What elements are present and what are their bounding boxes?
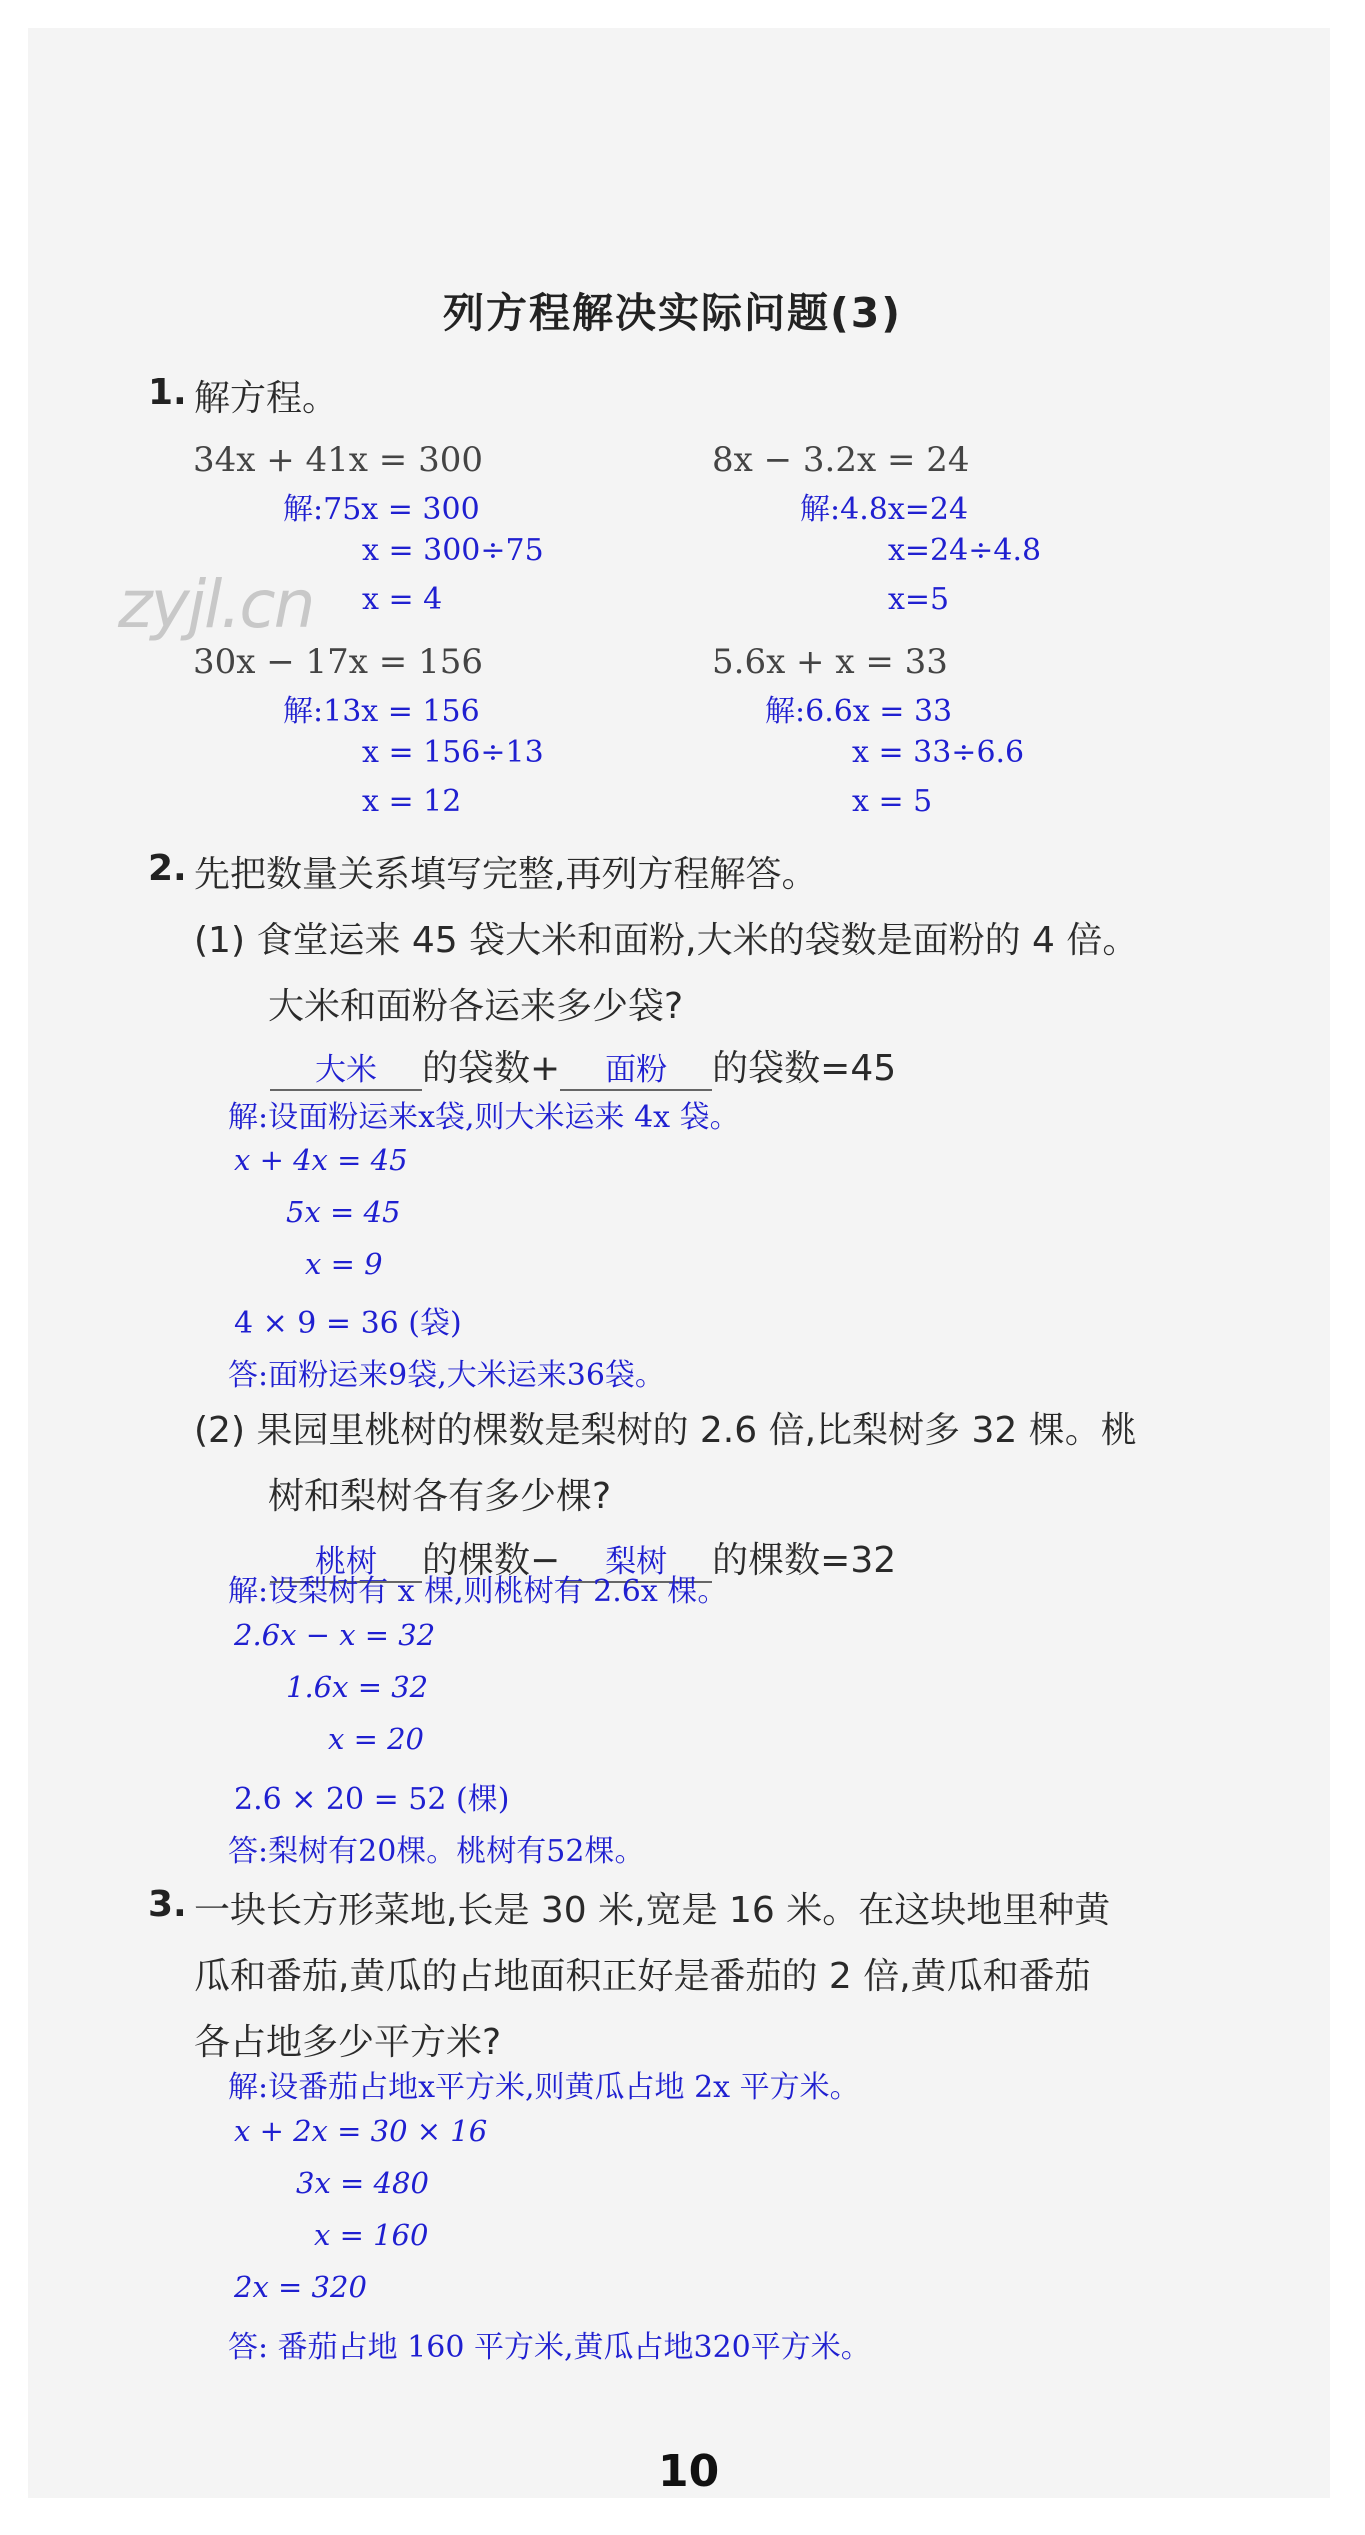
q1-step: x = 33÷6.6 (852, 735, 1025, 770)
q1-step: 解:4.8x=24 (800, 492, 969, 527)
q2-sub2-solution: 1.6x = 32 (286, 1670, 429, 1704)
q1-step: x=24÷4.8 (888, 533, 1042, 568)
q1-step: 解:6.6x = 33 (765, 694, 953, 729)
q1-number: 1. (148, 372, 187, 413)
q2-sub1-solution: 5x = 45 (286, 1195, 401, 1229)
q3-line: 各占地多少平方米? (194, 2022, 502, 2063)
page-title: 列方程解决实际问题(3) (443, 289, 903, 337)
q2-sub2-relation-text-1: 的棵数− (422, 1540, 561, 1581)
q1-equation-1: 34x + 41x = 300 (193, 440, 483, 480)
q1-step: x=5 (888, 582, 950, 617)
q2-sub2-relation-text-2: 的棵数=32 (712, 1540, 897, 1581)
q1-step: x = 300÷75 (362, 533, 544, 568)
q2-sub2-solution: x = 20 (328, 1722, 424, 1756)
q2-sub1-relation-text-1: 的袋数+ (422, 1048, 561, 1089)
q2-sub1-solution: 4 × 9 = 36 (袋) (234, 1306, 462, 1341)
q2-sub1-relation (270, 1040, 896, 1091)
q1-text: 解方程。 (194, 378, 339, 419)
q2-number: 2. (148, 848, 187, 889)
q2-sub1-solution: x + 4x = 45 (234, 1143, 408, 1177)
q1-step: x = 5 (852, 784, 933, 819)
watermark: zyjl.cn (118, 566, 314, 643)
q2-text: 先把数量关系填写完整,再列方程解答。 (194, 854, 818, 895)
q2-sub1-line2: 大米和面粉各运来多少袋? (268, 986, 684, 1027)
q3-solution: x = 160 (314, 2218, 429, 2252)
q2-sub2-solution: 2.6 × 20 = 52 (棵) (234, 1782, 510, 1817)
q2-sub2-solution: 2.6x − x = 32 (234, 1618, 436, 1652)
q2-sub2-line1: (2) 果园里桃树的棵数是梨树的 2.6 倍,比梨树多 32 棵。桃 (194, 1410, 1137, 1451)
q2-sub1-blank-2: 面粉 (560, 1044, 712, 1091)
q3-line: 瓜和番茄,黄瓜的占地面积正好是番茄的 2 倍,黄瓜和番茄 (194, 1956, 1091, 1997)
q2-sub1-line1: (1) 食堂运来 45 袋大米和面粉,大米的袋数是面粉的 4 倍。 (194, 920, 1139, 961)
q2-sub1-blank-1: 大米 (270, 1044, 422, 1091)
q1-step: x = 156÷13 (362, 735, 544, 770)
q1-step: x = 4 (362, 582, 443, 617)
q2-sub2-solution: 解:设梨树有 x 棵,则桃树有 2.6x 棵。 (228, 1574, 728, 1609)
q1-step: x = 12 (362, 784, 462, 819)
q3-solution: 答: 番茄占地 160 平方米,黄瓜占地320平方米。 (228, 2330, 871, 2365)
q2-sub1-solution: 答:面粉运来9袋,大米运来36袋。 (228, 1358, 665, 1393)
page-number: 10 (658, 2446, 720, 2497)
q3-solution: 解:设番茄占地x平方米,则黄瓜占地 2x 平方米。 (228, 2070, 860, 2105)
q3-solution: 3x = 480 (296, 2166, 429, 2200)
q2-sub2-blank-1: 桃树 (270, 1536, 422, 1583)
q2-sub2-blank-2: 梨树 (560, 1536, 712, 1583)
q3-line: 一块长方形菜地,长是 30 米,宽是 16 米。在这块地里种黄 (194, 1890, 1111, 1931)
q3-solution: x + 2x = 30 × 16 (234, 2114, 488, 2148)
q3-number: 3. (148, 1884, 187, 1925)
q2-sub1-solution: x = 9 (305, 1247, 383, 1281)
q2-sub2-line2: 树和梨树各有多少棵? (268, 1476, 612, 1517)
q3-solution: 2x = 320 (234, 2270, 367, 2304)
q1-equation-4: 5.6x + x = 33 (712, 642, 948, 682)
q1-equation-3: 30x − 17x = 156 (193, 642, 483, 682)
q2-sub1-solution: 解:设面粉运来x袋,则大米运来 4x 袋。 (228, 1100, 740, 1135)
q1-equation-2: 8x − 3.2x = 24 (712, 440, 970, 480)
q2-sub2-solution: 答:梨树有20棵。桃树有52棵。 (228, 1834, 645, 1869)
q2-sub1-relation-text-2: 的袋数=45 (712, 1048, 897, 1089)
q1-step: 解:13x = 156 (283, 694, 480, 729)
q1-step: 解:75x = 300 (283, 492, 480, 527)
